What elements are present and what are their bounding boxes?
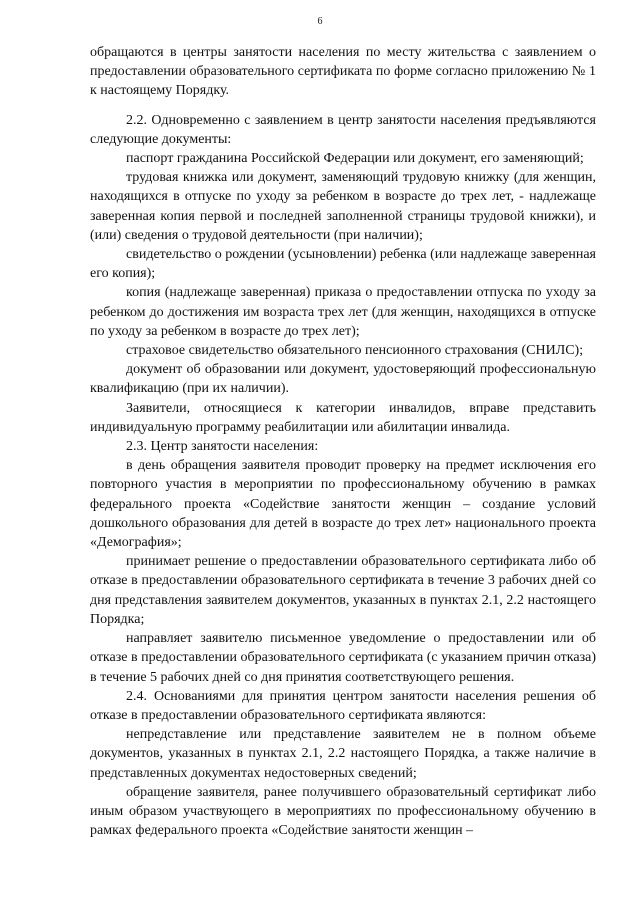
paragraph-birth-certificate: свидетельство о рождении (усыновлении) ребенка (или надлежаще заверенная его копия);: [90, 247, 596, 282]
paragraph-passport: паспорт гражданина Российской Федерации или документ, его заменяющий;: [126, 151, 584, 167]
page-number: 6: [317, 16, 323, 27]
paragraph-refusal-documents: непредставление или представление заявителем не в полном объеме документов, указанных в пунктах 2.1, 2.2 настоящего Порядка, а также наличие в представленных документах недостоверных сведений;: [90, 727, 596, 781]
paragraph-intro-continuation: обращаются в центры занятости населения по месту жительства с заявлением о предоставлении образовательного сертификата по форме согласно приложению № 1 к настоящему Порядку.: [90, 45, 596, 99]
paragraph-2-4-heading: 2.4. Основаниями для принятия центром занятости населения решения об отказе в предоставлении образовательного сертификата являются:: [90, 688, 596, 723]
paragraph-work-record: трудовая книжка или документ, заменяющий трудовую книжку (для женщин, находящихся в отпуске по уходу за ребенком в возрасте до трех лет, - надлежаще заверенная копия первой и последней заполненной страницы трудовой книжки), и (или) сведения о трудовой деятельности (при наличии);: [90, 170, 596, 243]
paragraph-2-2-heading: 2.2. Одновременно с заявлением в центр занятости населения предъявляются следующие документы:: [90, 112, 596, 147]
paragraph-decision: принимает решение о предоставлении образовательного сертификата либо об отказе в предоставлении образовательного сертификата в течение 3 рабочих дней со дня представления заявителем документов, указанных в пунктах 2.1, 2.2 настоящего Порядка;: [90, 554, 596, 627]
document-body: [90, 43, 596, 840]
paragraph-education-document: документ об образовании или документ, удостоверяющий профессиональную квалификацию (при их наличии).: [90, 362, 596, 397]
paragraph-notification: направляет заявителю письменное уведомление о предоставлении или об отказе в предоставлении образовательного сертификата (с указанием причин отказа) в течение 5 рабочих дней со дня принятия соответствующего решения.: [90, 631, 596, 685]
paragraph-refusal-repeat: обращение заявителя, ранее получившего образовательный сертификат либо иным образом участвующего в мероприятиях по профессиональному обучению в рамках федерального проекта «Содействие занятости женщин –: [90, 784, 596, 839]
paragraph-2-3-heading: 2.3. Центр занятости населения:: [126, 439, 319, 455]
paragraph-snils: страховое свидетельство обязательного пенсионного страхования (СНИЛС);: [126, 343, 584, 359]
paragraph-disabled-applicants: Заявители, относящиеся к категории инвалидов, вправе представить индивидуальную программу реабилитации или абилитации инвалида.: [90, 400, 596, 435]
paragraph-check-participation: в день обращения заявителя проводит проверку на предмет исключения его повторного участия в мероприятии по профессиональному обучению в рамках федерального проекта «Содействие занятости женщин – создание условий дошкольного образования для детей в возрасте до трех лет» национального проекта «Демография»;: [90, 458, 596, 551]
paragraph-leave-order: копия (надлежаще заверенная) приказа о предоставлении отпуска по уходу за ребенком до достижения им возраста трех лет (для женщин, находящихся в отпуске по уходу за ребенком в возрасте до трех лет);: [90, 285, 596, 339]
